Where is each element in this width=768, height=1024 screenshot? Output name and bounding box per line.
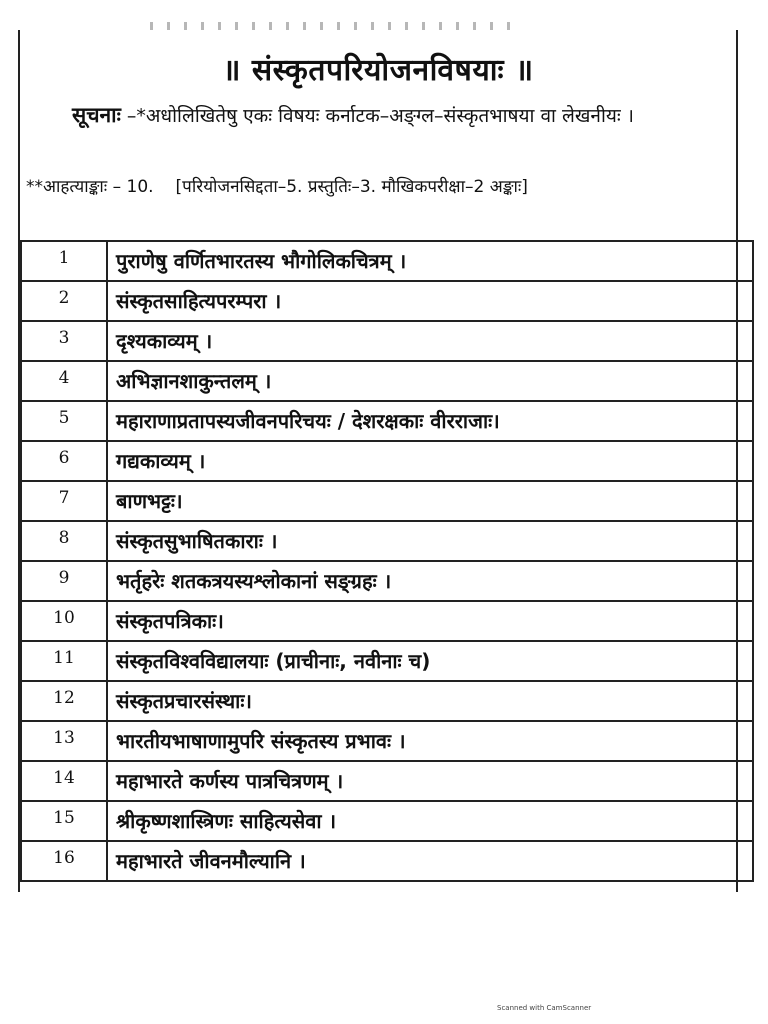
table-row <box>21 641 753 681</box>
topic-title: भर्तृहरेः शतकत्रयस्यश्लोकानां सङ्ग्रहः । <box>107 561 753 601</box>
topic-number: 16 <box>21 841 107 881</box>
topic-title: बाणभट्टः। <box>107 481 753 521</box>
topic-number: 15 <box>21 801 107 841</box>
topic-title: भारतीयभाषाणामुपरि संस्कृतस्य प्रभावः । <box>107 721 753 761</box>
table-row <box>21 481 753 521</box>
table-row <box>21 361 753 401</box>
topic-title: महाराणाप्रतापस्यजीवनपरिचयः / देशरक्षकाः वीरराजाः। <box>107 401 753 441</box>
instruction-label: सूचनाः <box>72 103 121 127</box>
table-row <box>21 601 753 641</box>
topic-title: दृश्यकाव्यम् । <box>107 321 753 361</box>
table-row <box>21 321 753 361</box>
topic-number: 11 <box>21 641 107 681</box>
table-row <box>21 241 753 281</box>
table-row <box>21 281 753 321</box>
topic-number: 3 <box>21 321 107 361</box>
topic-number: 7 <box>21 481 107 521</box>
topic-title: संस्कृतविश्वविद्यालयाः (प्राचीनाः, नवीनाः च) <box>107 641 753 681</box>
topic-title: गद्यकाव्यम् । <box>107 441 753 481</box>
topic-number: 9 <box>21 561 107 601</box>
instruction-text: –*अधोलिखितेषु एकः विषयः कर्नाटक–अङ्ग्ल–संस्कृतभाषया वा लेखनीयः । <box>120 105 634 127</box>
table-row <box>21 721 753 761</box>
topics-table-body <box>21 241 753 881</box>
table-row <box>21 441 753 481</box>
topic-number: 2 <box>21 281 107 321</box>
table-row <box>21 761 753 801</box>
topic-number: 12 <box>21 681 107 721</box>
topic-number: 14 <box>21 761 107 801</box>
topic-number: 8 <box>21 521 107 561</box>
instruction-note <box>26 98 734 133</box>
scan-edge-marks <box>150 22 580 32</box>
table-row <box>21 841 753 881</box>
topic-title: महाभारते जीवनमौल्यानि । <box>107 841 753 881</box>
topic-title: संस्कृतपत्रिकाः। <box>107 601 753 641</box>
table-row <box>21 561 753 601</box>
topic-number: 5 <box>21 401 107 441</box>
topic-title: श्रीकृष्णशास्त्रिणः साहित्यसेवा । <box>107 801 753 841</box>
topic-number: 1 <box>21 241 107 281</box>
marks-line <box>26 174 734 197</box>
page-title: ॥ संस्कृतपरियोजनविषयाः ॥ <box>222 53 534 88</box>
topic-title: अभिज्ञानशाकुन्तलम् । <box>107 361 753 401</box>
topic-title: संस्कृतसाहित्यपरम्परा । <box>107 281 753 321</box>
topic-title: महाभारते कर्णस्य पात्रचित्रणम् । <box>107 761 753 801</box>
table-row <box>21 681 753 721</box>
topic-title: पुराणेषु वर्णितभारतस्य भौगोलिकचित्रम् । <box>107 241 753 281</box>
table-row <box>21 521 753 561</box>
topic-title: संस्कृतसुभाषितकाराः । <box>107 521 753 561</box>
topic-number: 13 <box>21 721 107 761</box>
topics-table <box>20 240 754 882</box>
marks-breakdown: [परियोजनसिद्दता–5. प्रस्तुतिः–3. मौखिकपरीक्षा–2 अङ्काः] <box>175 177 528 197</box>
scanner-watermark: Scanned with CamScanner <box>497 1004 592 1012</box>
topic-number: 6 <box>21 441 107 481</box>
table-row <box>21 801 753 841</box>
topic-title: संस्कृतप्रचारसंस्थाः। <box>107 681 753 721</box>
topic-number: 4 <box>21 361 107 401</box>
topic-number: 10 <box>21 601 107 641</box>
table-row <box>21 401 753 441</box>
marks-total: **आहत्याङ्काः – 10. <box>26 177 154 197</box>
